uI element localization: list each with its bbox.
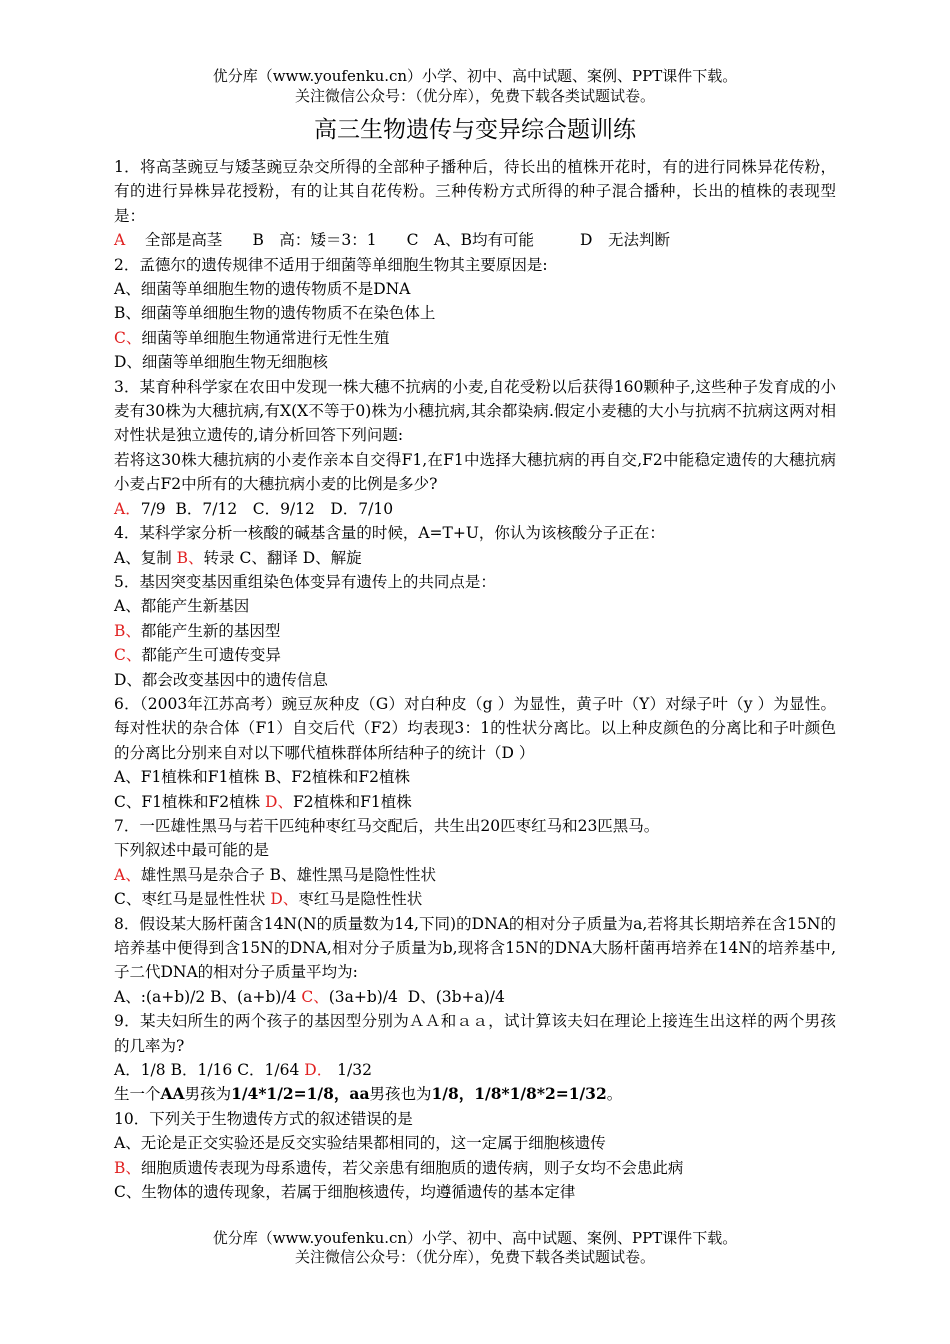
explanation-text: 男孩为 — [184, 1085, 232, 1104]
option-d-text: 1/32 — [337, 1061, 372, 1080]
option-d: D、(3b+a)/4 — [407, 987, 505, 1006]
explanation-text: 。 — [606, 1085, 623, 1104]
question-1-stem: 1．将高茎豌豆与矮茎豌豆杂交所得的全部种子播种后，待长出的植株开花时，有的进行同株异花传粉，有的进行异株异花授粉，有的让其自花传粉。三种传粉方式所得的种子混合播种，长出的植株的表现型是： — [114, 158, 836, 225]
answer-letter: B、 — [176, 548, 204, 567]
explanation-bold: aa — [349, 1084, 370, 1104]
explanation-bold: 1/8*1/8*2=1/32 — [474, 1084, 607, 1104]
option-c-text: 都能产生可遗传变异 — [141, 646, 281, 665]
option-b-text: 细胞质遗传表现为母系遗传，若父亲患有细胞质的遗传病，则子女均不会患此病 — [140, 1158, 684, 1177]
option-c: C A、B均有可能 — [406, 231, 535, 250]
question-10-option-b — [114, 1156, 836, 1180]
option-c-text: (3a+b)/4 — [328, 987, 398, 1006]
question-4-stem: 4．某科学家分析一核酸的碱基含量的时候，A=T+U，你认为该核酸分子正在： — [114, 524, 665, 543]
question-3-stem: 3．某育种科学家在农田中发现一株大穗不抗病的小麦,自花受粉以后获得160颗种子,这些种子发育成的小麦有30株为大穗抗病,有X(X不等于0)株为小穗抗病,其余都染病.假定小麦穗的大小与抗病不抗病这两对相对性状是独立遗传的,请分析回答下列问题: — [114, 377, 836, 445]
question-2-option-c — [114, 326, 836, 350]
options-ab: A、:(a+b)/2 B、(a+b)/4 — [114, 987, 297, 1006]
answer-letter: D、 — [265, 792, 293, 811]
footer-watermark-line1: 优分库（www.youfenku.cn）小学、初中、高中试题、案例、PPT课件下载。 — [212, 1229, 738, 1247]
question-9-options — [114, 1058, 836, 1082]
answer-letter: D、 — [270, 890, 299, 909]
option-a-text: 7/9 — [140, 499, 166, 518]
question-5-option-d: D、都会改变基因中的遗传信息 — [114, 670, 328, 689]
options-rest: 转录 C、翻译 D、解旋 — [203, 548, 362, 567]
option-d: D 无法判断 — [580, 231, 670, 250]
question-7-stem: 7．一匹雄性黑马与若干匹纯种枣红马交配后，共生出20匹枣红马和23匹黑马。 — [114, 816, 660, 835]
explanation-bold: AA — [160, 1084, 185, 1104]
footer-watermark-line2: 关注微信公众号：（优分库），免费下载各类试题试卷。 — [294, 1248, 655, 1266]
answer-letter: B、 — [114, 621, 141, 640]
question-5-option-a: A、都能产生新基因 — [114, 597, 250, 616]
option-c: C、F1植株和F2植株 — [114, 792, 261, 811]
option-b-text: 都能产生新的基因型 — [140, 621, 281, 640]
question-9-stem: 9．某夫妇所生的两个孩子的基因型分别为ＡＡ和ａａ，试计算该夫妇在理论上接连生出这样的两个男孩的几率为? — [114, 1012, 836, 1055]
answer-letter: C、 — [301, 987, 329, 1006]
question-4-options — [114, 546, 836, 570]
question-7-options-ab — [114, 863, 836, 887]
option-c-text: 细菌等单细胞生物通常进行无性生殖 — [141, 328, 390, 347]
header-watermark-line1: 优分库（www.youfenku.cn）小学、初中、高中试题、案例、PPT课件下载。 — [212, 67, 738, 85]
answer-letter: C、 — [114, 646, 142, 665]
question-2-option-b: B、细菌等单细胞生物的遗传物质不在染色体上 — [114, 304, 436, 323]
question-3-stem-2: 若将这30株大穗抗病的小麦作亲本自交得F1,在F1中选择大穗抗病的再自交,F2中能稳定遗传的大穗抗病小麦占F2中所有的大穗抗病小麦的比例是多少? — [114, 450, 836, 494]
question-2-option-a: A、细菌等单细胞生物的遗传物质不是DNA — [114, 280, 411, 299]
question-2-option-d: D、细菌等单细胞生物无细胞核 — [114, 353, 328, 372]
question-8-options — [114, 985, 836, 1009]
option-a: A、复制 — [114, 548, 172, 567]
answer-letter: A． — [114, 499, 141, 518]
explanation-bold: ， — [333, 1084, 350, 1104]
question-6-options-ab: A、F1植株和F1植株 B、F2植株和F2植株 — [114, 768, 410, 787]
question-10-option-c: C、生物体的遗传现象，若属于细胞核遗传，均遵循遗传的基本定律 — [114, 1183, 576, 1202]
question-9-explanation — [114, 1082, 836, 1106]
option-a-letter: A — [114, 231, 126, 250]
question-3-options — [114, 497, 836, 521]
option-b: B 高：矮＝3：1 — [252, 231, 377, 250]
question-6-stem: 6．（2003年江苏高考）豌豆灰种皮（G）对白种皮（g ）为显性，黄子叶（Y）对绿子叶（y ）为显性。每对性状的杂合体（F1）自交后代（F2）均表现3：1的性状分离比。以上种皮颜色的分离比和子叶颜色的分离比分别来自对以下哪代植株群体所结种子的统计（D ） — [114, 694, 836, 762]
question-7-stem-2: 下列叙述中最可能的是 — [114, 841, 270, 860]
question-2-stem: 2．孟德尔的遗传规律不适用于细菌等单细胞生物其主要原因是: — [114, 255, 548, 274]
options-ab-text: 雄性黑马是杂合子 B、雄性黑马是隐性性状 — [140, 865, 437, 884]
question-5-option-c — [114, 643, 836, 667]
option-d-text: F2植株和F1植株 — [292, 792, 412, 811]
answer-letter: C、 — [114, 328, 142, 347]
explanation-bold: 1/8 — [431, 1084, 459, 1104]
document-title: 高三生物遗传与变异综合题训练 — [314, 117, 636, 143]
option-a-text: 全部是高茎 — [144, 231, 223, 250]
question-10-stem: 10．下列关于生物遗传方式的叙述错误的是 — [114, 1109, 413, 1128]
header-watermark-line2: 关注微信公众号：（优分库），免费下载各类试题试卷。 — [294, 87, 655, 105]
options-abc: A．1/8 B．1/16 C．1/64 — [114, 1061, 300, 1080]
answer-letter: B、 — [114, 1158, 141, 1177]
option-c: C、枣红马是显性性状 — [114, 890, 266, 909]
question-6-options-cd — [114, 790, 836, 814]
options-rest: B．7/12 C．9/12 D．7/10 — [175, 499, 394, 518]
explanation-bold: 1/4*1/2=1/8 — [231, 1084, 334, 1104]
question-1-options — [114, 228, 836, 252]
answer-letter: A、 — [114, 865, 141, 884]
question-7-options-cd — [114, 887, 836, 911]
explanation-bold: ， — [458, 1084, 475, 1104]
explanation-text: 男孩也为 — [369, 1085, 432, 1104]
question-list — [114, 155, 836, 1204]
question-10-option-a: A、无论是正交实验还是反交实验结果都相同的，这一定属于细胞核遗传 — [114, 1134, 606, 1153]
explanation-text: 生一个 — [114, 1085, 161, 1104]
answer-letter: D． — [304, 1061, 333, 1080]
option-d-text: 枣红马是隐性性状 — [298, 890, 423, 909]
question-5-stem: 5．基因突变基因重组染色体变异有遗传上的共同点是： — [114, 572, 496, 591]
question-5-option-b — [114, 619, 836, 643]
question-8-stem: 8．假设某大肠杆菌含14N(N的质量数为14,下同)的DNA的相对分子质量为a,若将其长期培养在含15N的培养基中便得到含15N的DNA,相对分子质量为b,现将含15N的DNA大肠杆菌再培养在14N的培养基中,子二代DNA的相对分子质量平均为: — [114, 914, 836, 982]
